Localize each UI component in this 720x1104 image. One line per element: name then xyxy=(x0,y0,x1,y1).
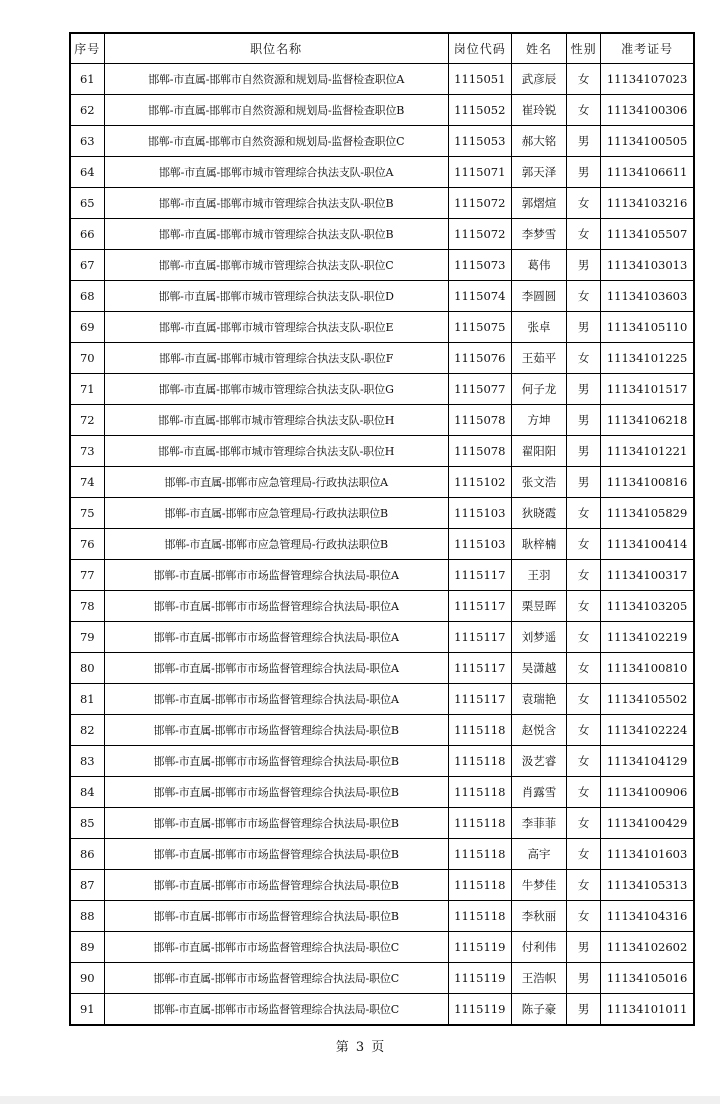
cell-gender: 男 xyxy=(567,405,601,436)
cell-position-title: 邯郸-市直属-邯郸市市场监督管理综合执法局-职位C xyxy=(104,932,448,963)
cell-seq: 74 xyxy=(70,467,104,498)
table-row xyxy=(70,188,694,219)
cell-exam-number: 11134100414 xyxy=(601,529,694,560)
cell-name: 赵悦含 xyxy=(511,715,566,746)
cell-name: 刘梦遥 xyxy=(511,622,566,653)
cell-name: 肖露雪 xyxy=(511,777,566,808)
header-gender: 性别 xyxy=(567,33,601,64)
cell-gender: 女 xyxy=(567,684,601,715)
page-bottom-margin xyxy=(0,1096,720,1104)
cell-position-title: 邯郸-市直属-邯郸市市场监督管理综合执法局-职位A xyxy=(104,653,448,684)
cell-seq: 82 xyxy=(70,715,104,746)
cell-seq: 89 xyxy=(70,932,104,963)
cell-name: 郭熠煊 xyxy=(511,188,566,219)
cell-exam-number: 11134103013 xyxy=(601,250,694,281)
cell-gender: 男 xyxy=(567,312,601,343)
cell-gender: 男 xyxy=(567,157,601,188)
cell-name: 王茹平 xyxy=(511,343,566,374)
cell-exam-number: 11134100810 xyxy=(601,653,694,684)
cell-position-code: 1115118 xyxy=(448,746,511,777)
cell-position-title: 邯郸-市直属-邯郸市自然资源和规划局-监督检查职位A xyxy=(104,64,448,95)
cell-gender: 男 xyxy=(567,994,601,1026)
cell-seq: 77 xyxy=(70,560,104,591)
cell-seq: 65 xyxy=(70,188,104,219)
cell-exam-number: 11134101011 xyxy=(601,994,694,1026)
cell-gender: 女 xyxy=(567,808,601,839)
cell-position-code: 1115078 xyxy=(448,436,511,467)
cell-seq: 91 xyxy=(70,994,104,1026)
cell-position-code: 1115118 xyxy=(448,715,511,746)
table-row xyxy=(70,901,694,932)
cell-position-title: 邯郸-市直属-邯郸市市场监督管理综合执法局-职位A xyxy=(104,622,448,653)
cell-exam-number: 11134104129 xyxy=(601,746,694,777)
cell-position-title: 邯郸-市直属-邯郸市市场监督管理综合执法局-职位B xyxy=(104,870,448,901)
cell-seq: 80 xyxy=(70,653,104,684)
table-row xyxy=(70,281,694,312)
table-row xyxy=(70,839,694,870)
cell-name: 狄晓霞 xyxy=(511,498,566,529)
cell-gender: 男 xyxy=(567,250,601,281)
cell-exam-number: 11134100429 xyxy=(601,808,694,839)
cell-gender: 女 xyxy=(567,188,601,219)
table-row xyxy=(70,653,694,684)
cell-seq: 61 xyxy=(70,64,104,95)
cell-seq: 88 xyxy=(70,901,104,932)
cell-gender: 女 xyxy=(567,746,601,777)
cell-position-title: 邯郸-市直属-邯郸市市场监督管理综合执法局-职位A xyxy=(104,591,448,622)
cell-name: 汲艺睿 xyxy=(511,746,566,777)
cell-position-code: 1115103 xyxy=(448,498,511,529)
cell-position-title: 邯郸-市直属-邯郸市市场监督管理综合执法局-职位B xyxy=(104,901,448,932)
table-row xyxy=(70,684,694,715)
cell-gender: 女 xyxy=(567,529,601,560)
cell-name: 张卓 xyxy=(511,312,566,343)
cell-name: 武彦辰 xyxy=(511,64,566,95)
cell-position-title: 邯郸-市直属-邯郸市市场监督管理综合执法局-职位B xyxy=(104,746,448,777)
cell-exam-number: 11134105507 xyxy=(601,219,694,250)
cell-exam-number: 11134100317 xyxy=(601,560,694,591)
cell-name: 袁瑞艳 xyxy=(511,684,566,715)
cell-seq: 64 xyxy=(70,157,104,188)
cell-gender: 男 xyxy=(567,963,601,994)
cell-position-code: 1115118 xyxy=(448,870,511,901)
cell-name: 李圆圆 xyxy=(511,281,566,312)
cell-name: 牛梦佳 xyxy=(511,870,566,901)
cell-seq: 78 xyxy=(70,591,104,622)
cell-name: 崔玲锐 xyxy=(511,95,566,126)
cell-position-code: 1115071 xyxy=(448,157,511,188)
cell-exam-number: 11134100306 xyxy=(601,95,694,126)
cell-seq: 66 xyxy=(70,219,104,250)
cell-gender: 女 xyxy=(567,281,601,312)
cell-position-title: 邯郸-市直属-邯郸市市场监督管理综合执法局-职位A xyxy=(104,560,448,591)
table-row xyxy=(70,126,694,157)
cell-seq: 67 xyxy=(70,250,104,281)
cell-position-code: 1115117 xyxy=(448,591,511,622)
cell-gender: 女 xyxy=(567,64,601,95)
cell-seq: 68 xyxy=(70,281,104,312)
cell-position-title: 邯郸-市直属-邯郸市城市管理综合执法支队-职位D xyxy=(104,281,448,312)
cell-position-code: 1115076 xyxy=(448,343,511,374)
cell-position-title: 邯郸-市直属-邯郸市城市管理综合执法支队-职位B xyxy=(104,188,448,219)
table-row xyxy=(70,932,694,963)
cell-position-code: 1115117 xyxy=(448,653,511,684)
cell-position-title: 邯郸-市直属-邯郸市城市管理综合执法支队-职位H xyxy=(104,405,448,436)
cell-gender: 女 xyxy=(567,219,601,250)
cell-exam-number: 11134105502 xyxy=(601,684,694,715)
cell-gender: 女 xyxy=(567,498,601,529)
cell-name: 葛伟 xyxy=(511,250,566,281)
table-row xyxy=(70,808,694,839)
cell-seq: 84 xyxy=(70,777,104,808)
table-row xyxy=(70,250,694,281)
cell-seq: 79 xyxy=(70,622,104,653)
cell-exam-number: 11134100816 xyxy=(601,467,694,498)
cell-exam-number: 11134103216 xyxy=(601,188,694,219)
cell-seq: 63 xyxy=(70,126,104,157)
cell-exam-number: 11134102224 xyxy=(601,715,694,746)
cell-gender: 男 xyxy=(567,126,601,157)
cell-name: 王浩帜 xyxy=(511,963,566,994)
table-body xyxy=(70,64,694,1026)
cell-position-title: 邯郸-市直属-邯郸市市场监督管理综合执法局-职位B xyxy=(104,715,448,746)
cell-seq: 70 xyxy=(70,343,104,374)
table-row xyxy=(70,405,694,436)
cell-position-code: 1115118 xyxy=(448,808,511,839)
cell-name: 李秋丽 xyxy=(511,901,566,932)
table-row xyxy=(70,963,694,994)
cell-position-code: 1115117 xyxy=(448,684,511,715)
cell-position-code: 1115117 xyxy=(448,560,511,591)
cell-name: 耿梓楠 xyxy=(511,529,566,560)
table-row xyxy=(70,560,694,591)
cell-position-code: 1115118 xyxy=(448,901,511,932)
cell-gender: 男 xyxy=(567,374,601,405)
cell-name: 付利伟 xyxy=(511,932,566,963)
cell-seq: 75 xyxy=(70,498,104,529)
table-row xyxy=(70,64,694,95)
cell-name: 李菲菲 xyxy=(511,808,566,839)
cell-name: 郭天泽 xyxy=(511,157,566,188)
cell-position-title: 邯郸-市直属-邯郸市应急管理局-行政执法职位A xyxy=(104,467,448,498)
cell-gender: 女 xyxy=(567,653,601,684)
cell-gender: 女 xyxy=(567,591,601,622)
cell-position-code: 1115102 xyxy=(448,467,511,498)
table-row xyxy=(70,622,694,653)
cell-position-title: 邯郸-市直属-邯郸市城市管理综合执法支队-职位F xyxy=(104,343,448,374)
cell-position-title: 邯郸-市直属-邯郸市市场监督管理综合执法局-职位C xyxy=(104,994,448,1026)
cell-position-code: 1115052 xyxy=(448,95,511,126)
table-row xyxy=(70,95,694,126)
cell-position-title: 邯郸-市直属-邯郸市城市管理综合执法支队-职位E xyxy=(104,312,448,343)
cell-position-title: 邯郸-市直属-邯郸市城市管理综合执法支队-职位C xyxy=(104,250,448,281)
cell-gender: 女 xyxy=(567,901,601,932)
cell-position-code: 1115051 xyxy=(448,64,511,95)
cell-gender: 女 xyxy=(567,622,601,653)
cell-seq: 73 xyxy=(70,436,104,467)
table-header-row xyxy=(70,33,694,64)
cell-exam-number: 11134103205 xyxy=(601,591,694,622)
cell-position-code: 1115119 xyxy=(448,932,511,963)
cell-position-title: 邯郸-市直属-邯郸市市场监督管理综合执法局-职位A xyxy=(104,684,448,715)
cell-gender: 女 xyxy=(567,560,601,591)
cell-exam-number: 11134100906 xyxy=(601,777,694,808)
cell-position-title: 邯郸-市直属-邯郸市城市管理综合执法支队-职位B xyxy=(104,219,448,250)
cell-seq: 85 xyxy=(70,808,104,839)
cell-seq: 81 xyxy=(70,684,104,715)
cell-exam-number: 11134101603 xyxy=(601,839,694,870)
cell-exam-number: 11134105313 xyxy=(601,870,694,901)
cell-position-code: 1115073 xyxy=(448,250,511,281)
cell-seq: 87 xyxy=(70,870,104,901)
cell-position-title: 邯郸-市直属-邯郸市城市管理综合执法支队-职位A xyxy=(104,157,448,188)
cell-name: 李梦雪 xyxy=(511,219,566,250)
header-exam-number: 准考证号 xyxy=(601,33,694,64)
header-position-code: 岗位代码 xyxy=(448,33,511,64)
header-name: 姓名 xyxy=(511,33,566,64)
cell-gender: 男 xyxy=(567,932,601,963)
cell-gender: 女 xyxy=(567,715,601,746)
cell-exam-number: 11134101225 xyxy=(601,343,694,374)
cell-seq: 62 xyxy=(70,95,104,126)
cell-gender: 女 xyxy=(567,777,601,808)
cell-gender: 女 xyxy=(567,95,601,126)
cell-gender: 女 xyxy=(567,839,601,870)
cell-exam-number: 11134100505 xyxy=(601,126,694,157)
cell-position-title: 邯郸-市直属-邯郸市应急管理局-行政执法职位B xyxy=(104,529,448,560)
candidate-table xyxy=(69,32,695,1026)
table-row xyxy=(70,746,694,777)
cell-position-title: 邯郸-市直属-邯郸市市场监督管理综合执法局-职位C xyxy=(104,963,448,994)
cell-exam-number: 11134101517 xyxy=(601,374,694,405)
cell-exam-number: 11134105829 xyxy=(601,498,694,529)
header-seq: 序号 xyxy=(70,33,104,64)
table-row xyxy=(70,219,694,250)
cell-seq: 86 xyxy=(70,839,104,870)
cell-name: 栗昱晖 xyxy=(511,591,566,622)
cell-position-title: 邯郸-市直属-邯郸市市场监督管理综合执法局-职位B xyxy=(104,808,448,839)
table-row xyxy=(70,994,694,1026)
table-row xyxy=(70,436,694,467)
table-row xyxy=(70,312,694,343)
cell-name: 郝大铭 xyxy=(511,126,566,157)
cell-position-code: 1115119 xyxy=(448,963,511,994)
table-row xyxy=(70,870,694,901)
cell-position-code: 1115075 xyxy=(448,312,511,343)
cell-exam-number: 11134106611 xyxy=(601,157,694,188)
cell-position-title: 邯郸-市直属-邯郸市自然资源和规划局-监督检查职位C xyxy=(104,126,448,157)
cell-exam-number: 11134102219 xyxy=(601,622,694,653)
cell-position-code: 1115117 xyxy=(448,622,511,653)
cell-name: 方坤 xyxy=(511,405,566,436)
cell-position-title: 邯郸-市直属-邯郸市市场监督管理综合执法局-职位B xyxy=(104,777,448,808)
cell-seq: 71 xyxy=(70,374,104,405)
cell-name: 吴潇越 xyxy=(511,653,566,684)
cell-name: 张文浩 xyxy=(511,467,566,498)
cell-position-code: 1115072 xyxy=(448,219,511,250)
cell-position-title: 邯郸-市直属-邯郸市市场监督管理综合执法局-职位B xyxy=(104,839,448,870)
cell-position-code: 1115053 xyxy=(448,126,511,157)
table-row xyxy=(70,529,694,560)
cell-position-title: 邯郸-市直属-邯郸市城市管理综合执法支队-职位H xyxy=(104,436,448,467)
cell-name: 翟阳阳 xyxy=(511,436,566,467)
table-row xyxy=(70,467,694,498)
cell-gender: 男 xyxy=(567,467,601,498)
cell-position-title: 邯郸-市直属-邯郸市城市管理综合执法支队-职位G xyxy=(104,374,448,405)
table-row xyxy=(70,498,694,529)
cell-exam-number: 11134105110 xyxy=(601,312,694,343)
table-row xyxy=(70,591,694,622)
cell-gender: 女 xyxy=(567,343,601,374)
cell-seq: 83 xyxy=(70,746,104,777)
cell-name: 何子龙 xyxy=(511,374,566,405)
table-row xyxy=(70,343,694,374)
cell-position-code: 1115078 xyxy=(448,405,511,436)
header-position-title: 职位名称 xyxy=(104,33,448,64)
cell-seq: 69 xyxy=(70,312,104,343)
cell-gender: 女 xyxy=(567,870,601,901)
cell-name: 王羽 xyxy=(511,560,566,591)
cell-position-code: 1115118 xyxy=(448,777,511,808)
table-row xyxy=(70,374,694,405)
cell-position-title: 邯郸-市直属-邯郸市自然资源和规划局-监督检查职位B xyxy=(104,95,448,126)
cell-exam-number: 11134101221 xyxy=(601,436,694,467)
cell-exam-number: 11134106218 xyxy=(601,405,694,436)
table-row xyxy=(70,715,694,746)
cell-position-code: 1115074 xyxy=(448,281,511,312)
cell-position-code: 1115118 xyxy=(448,839,511,870)
cell-name: 陈子豪 xyxy=(511,994,566,1026)
cell-name: 高宇 xyxy=(511,839,566,870)
cell-gender: 男 xyxy=(567,436,601,467)
cell-exam-number: 11134103603 xyxy=(601,281,694,312)
cell-seq: 76 xyxy=(70,529,104,560)
page-number: 第 3 页 xyxy=(335,1040,385,1055)
cell-position-code: 1115119 xyxy=(448,994,511,1026)
cell-seq: 90 xyxy=(70,963,104,994)
cell-position-code: 1115077 xyxy=(448,374,511,405)
table-row xyxy=(70,777,694,808)
cell-position-code: 1115072 xyxy=(448,188,511,219)
cell-position-title: 邯郸-市直属-邯郸市应急管理局-行政执法职位B xyxy=(104,498,448,529)
cell-position-code: 1115103 xyxy=(448,529,511,560)
cell-exam-number: 11134102602 xyxy=(601,932,694,963)
table-row xyxy=(70,157,694,188)
cell-exam-number: 11134105016 xyxy=(601,963,694,994)
cell-exam-number: 11134107023 xyxy=(601,64,694,95)
cell-seq: 72 xyxy=(70,405,104,436)
cell-exam-number: 11134104316 xyxy=(601,901,694,932)
